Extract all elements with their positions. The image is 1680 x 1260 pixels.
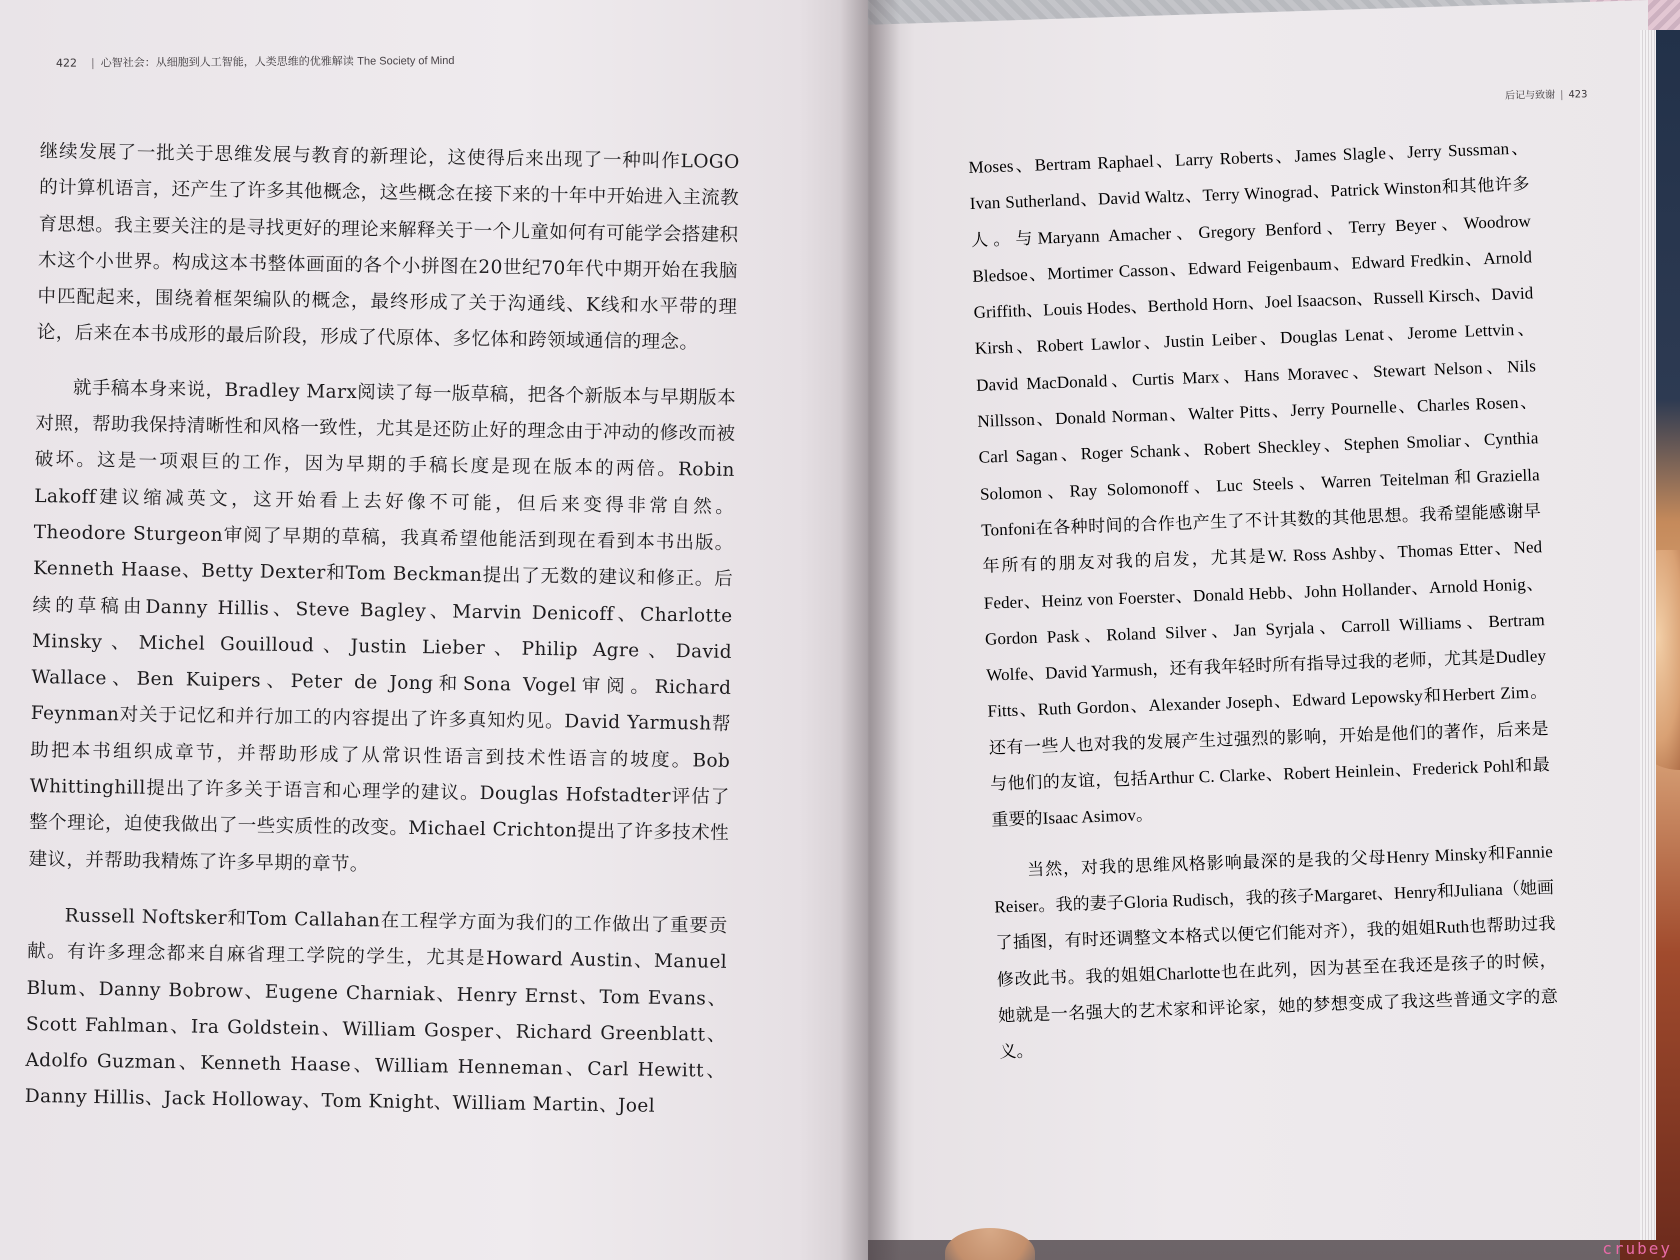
left-page-header xyxy=(56,49,836,70)
header-separator: | xyxy=(90,56,95,70)
paragraph: 就手稿本身来说，Bradley Marx阅读了每一版草稿，把各个新版本与早期版本对照，帮助我保持清晰性和风格一致性，尤其是还防止好的理念由于冲动的修改而被破坏。这是一项艰巨的工作，因为早期的手稿长度是现在版本的两倍。Robin Lakoff建议缩减英文，这开始看上去好像不可能，但后来变得非常自然。Theodore Sturgeon审阅了早期的草稿，我真希望他能活到现在看到本书出版。Kenneth Haase、Betty Dexter和Tom Beckman提出了无数的建议和修正。后续的草稿由Danny Hillis、Steve Bagley、Marvin Denicoff、Charlotte Minsky、Michel Gouilloud、Justin Lieber、Philip Agre、David Wallace、Ben Kuipers、Peter de Jong和Sona Vogel审阅。Richard Feynman对关于记忆和并行加工的内容提出了许多真知灼见。David Yarmush帮助把本书组织成章节，并帮助形成了从常识性语言到技术性语言的坡度。Bob Whittinghill提出了许多关于语言和心理学的建议。Douglas Hofstadter评估了整个理论，迫使我做出了一些实质性的改变。Michael Crichton提出了许多技术性建议，并帮助我精炼了许多早期的章节。 xyxy=(28,377,737,875)
section-title: 后记与致谢 xyxy=(1504,89,1556,102)
left-page-number: 422 xyxy=(55,56,78,70)
book-gutter xyxy=(840,0,900,1260)
book-title-en: The Society of Mind xyxy=(357,54,455,68)
right-page-number: 423 xyxy=(1568,89,1588,101)
watermark: crubey xyxy=(1602,1239,1672,1258)
left-page-body xyxy=(25,134,740,1127)
paragraph: Russell Noftsker和Tom Callahan在工程学方面为我们的工作做出了重要贡献。有许多理念都来自麻省理工学院的学生，尤其是Howard Austin、Manuel Blum、Danny Bobrow、Eugene Charniak、Henry Ernst、Tom Evans、Scott Fahlman、Ira Goldstein、William Gosper、Richard Greenblatt、Adolfo Guzman、Kenneth Haase、William Henneman、Carl Hewitt、Danny Hillis、Jack Holloway、Tom Knight、William Martin、Joel xyxy=(24,905,728,1118)
paragraph: 继续发展了一批关于思维发展与教育的新理论，这使得后来出现了一种叫作LOGO的计算机语言，还产生了许多其他概念，这些概念在接下来的十年中开始进入主流教育思想。我主要关注的是寻找更好的理论来解释关于一个儿童如何有可能学会搭建积木这个小世界。构成这本书整体画面的各个小拼图在20世纪70年代中期开始在我脑中匹配起来，围绕着框架编队的概念，最终形成了关于沟通线、K线和水平带的理论，后来在本书成形的最后阶段，形成了代原体、多忆体和跨领域通信的理念。 xyxy=(36,140,740,354)
right-page-header xyxy=(1505,85,1588,101)
book-title: 心智社会：从细胞到人工智能，人类思维的优雅解读 xyxy=(100,54,354,70)
paragraph: Moses、Bertram Raphael、Larry Roberts、James Slagle、Jerry Sussman、Ivan Sutherland、David Waltz、Terry Winograd、Patrick Winston和其他许多人。与Maryann Amacher、Gregory Benford、Terry Beyer、Woodrow Bledsoe、Mortimer Casson、Edward Feigenbaum、Edward Fredkin、Arnold Griffith、Louis Hodes、Berthold Horn、Joel Isaacson、Russell Kirsch、David Kirsh、Robert Lawlor、Justin Leiber、Douglas Lenat、Jerome Lettvin、David MacDonald、Curtis Marx、Hans Moravec、Stewart Nelson、Nils Nillsson、Donald Norman、Walter Pitts、Jerry Pournelle、Charles Rosen、Carl Sagan、Roger Schank、Robert Sheckley、Stephen Smoliar、Cynthia Solomon、Ray Solomonoff、Luc Steels、Warren Teitelman和Graziella Tonfoni在各种时间的合作也产生了不计其数的其他思想。我希望能感谢早年所有的朋友对我的启发，尤其是W. Ross Ashby、Thomas Etter、Ned Feder、Heinz von Foerster、Donald Hebb、John Hollander、Arnold Honig、Gordon Pask、Roland Silver、Jan Syrjala、Carroll Williams、Bertram Wolfe、David Yarmush，还有我年轻时所有指导过我的老师，尤其是Dudley Fitts、Ruth Gordon、Alexander Joseph、Edward Lepowsky和Herbert Zim。还有一些人也对我的发展产生过强烈的影响，开始是他们的著作，后来是与他们的友谊，包括Arthur C. Clarke、Robert Heinlein、Frederick Pohl和最重要的Isaac Asimov。 xyxy=(968,138,1551,830)
header-separator: | xyxy=(1559,89,1564,101)
page-edges xyxy=(1640,30,1656,1240)
paragraph: 当然，对我的思维风格影响最深的是我的父母Henry Minsky和Fannie Reiser。我的妻子Gloria Rudisch，我的孩子Margaret、Henry和Juliana（她画了插图，有时还调整文本格式以便它们能对齐），我的姐姐Ruth也帮助过我修改此书。我的姐姐Charlotte也在此列，因为甚至在我还是孩子的时候，她就是一名强大的艺术家和评论家，她的梦想变成了我这些普通文字的意义。 xyxy=(994,841,1559,1062)
right-page-body xyxy=(968,130,1560,1070)
